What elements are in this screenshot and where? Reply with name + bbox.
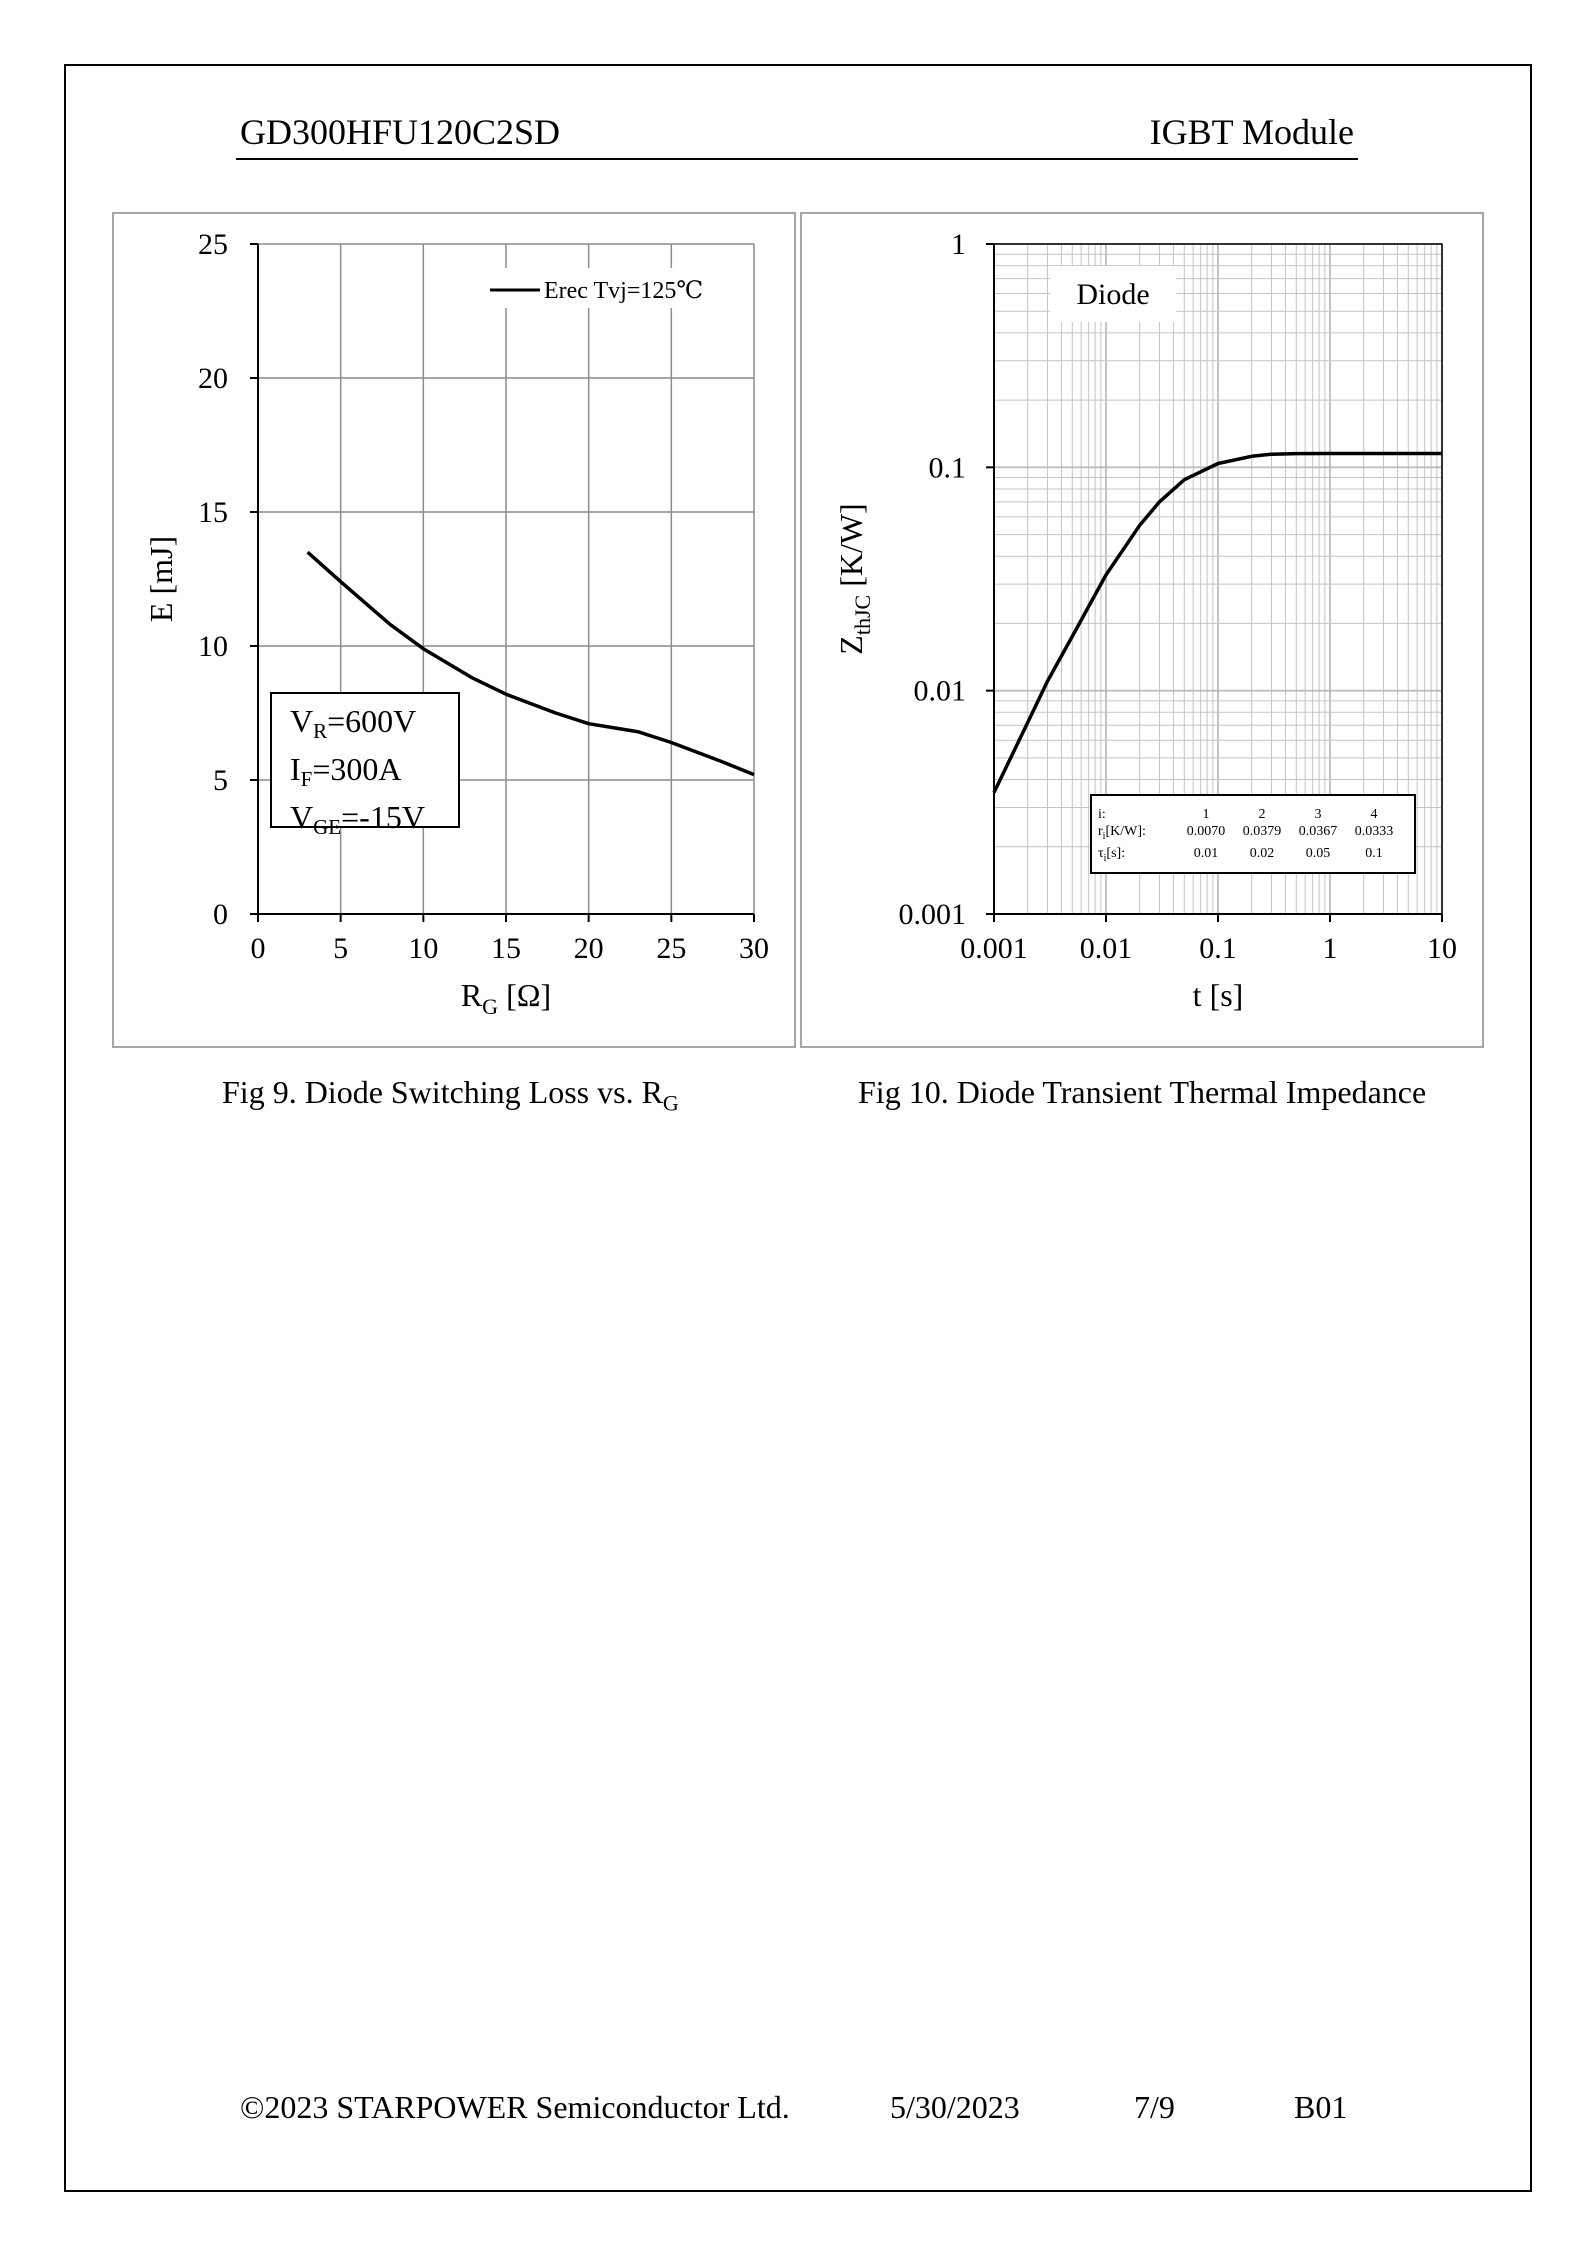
table-cell: 0.01 [1193,845,1219,861]
table-cell: 0.05 [1305,845,1331,861]
y-tick-label: 15 [198,496,228,529]
y-tick-label: 10 [198,630,228,663]
y-tick-label: 0.001 [898,898,966,931]
y-tick-label: 25 [198,228,228,261]
table-cell: 0.0070 [1186,824,1226,839]
x-axis-label: t [s] [1192,977,1244,1013]
x-tick-label: 0.001 [960,932,1028,965]
y-tick-label: 0.1 [928,451,966,485]
table-row-label-r: $r_i[K/W]$: [1098,824,1146,842]
x-tick-label: 15 [491,932,521,965]
y-tick-label: 1 [951,228,966,261]
table-cell: 0.0367 [1298,824,1338,839]
chart-thermal-impedance-svg [802,214,1486,1050]
figure-10-caption: Fig 10. Diode Transient Thermal Impedance [858,1074,1427,1110]
header-rule [236,158,1358,160]
thermal-params-table [1090,794,1416,874]
conditions-box [270,692,460,839]
table-cell: 0.0333 [1354,824,1394,839]
condition-vge: $V_{GE}=-15V$ [290,799,425,839]
condition-vr: $V_R=600V$ [290,703,417,743]
y-axis-label: $Z_{thJC}$ [K/W] [833,503,875,655]
table-row [1098,845,1408,867]
y-tick-label: 0 [213,898,228,931]
legend-label: Erec Tvj=125℃ [544,278,704,304]
y-tick-label: 0.01 [913,674,966,708]
x-tick-label: 0.01 [1079,932,1133,965]
x-tick-label: 30 [739,932,769,965]
chart-thermal-impedance [800,212,1484,1048]
part-number: GD300HFU120C2SD [240,112,561,152]
table-cell: 0.1 [1365,845,1383,861]
x-tick-label: 25 [656,932,687,965]
table-cell: 0.0379 [1242,824,1282,839]
footer-date: 5/30/2023 [890,2089,1020,2125]
x-tick-label: 0 [250,932,266,965]
y-tick-label: 5 [213,764,228,797]
table-cell: 0.02 [1249,845,1275,861]
condition-if: $I_F=300A$ [290,751,402,791]
table-header-label: i: [1098,807,1106,822]
x-tick-label: 5 [333,932,349,965]
y-tick-label: 20 [198,362,228,395]
x-tick-label: 10 [1427,932,1457,965]
chart-switching-loss [112,212,796,1048]
footer-page: 7/9 [1134,2089,1175,2125]
x-axis-label: $R_G$ [Ω] [460,977,552,1019]
table-row [1098,823,1408,845]
figure-9-caption: Fig 9. Diode Switching Loss vs. $R_G$ [222,1074,679,1116]
table-cell: 2 [1258,807,1266,822]
x-tick-label: 1 [1322,932,1338,965]
footer-copyright: ©2023 STARPOWER Semiconductor Ltd. [240,2089,790,2125]
x-tick-label: 10 [408,932,439,965]
annotation-diode: Diode [1076,278,1150,311]
doc-type: IGBT Module [1149,112,1354,152]
table-cell: 3 [1314,807,1322,822]
table-row-label-tau: $\tau_i[s]$: [1098,845,1126,864]
x-tick-label: 20 [573,932,604,965]
footer-revision: B01 [1294,2089,1348,2125]
table-cell: 4 [1370,807,1378,822]
x-tick-label: 0.1 [1199,932,1237,965]
table-row [1098,806,1408,823]
table-cell: 1 [1202,807,1210,822]
y-axis-label: E [mJ] [143,535,179,623]
chart-switching-loss-svg [114,214,798,1050]
